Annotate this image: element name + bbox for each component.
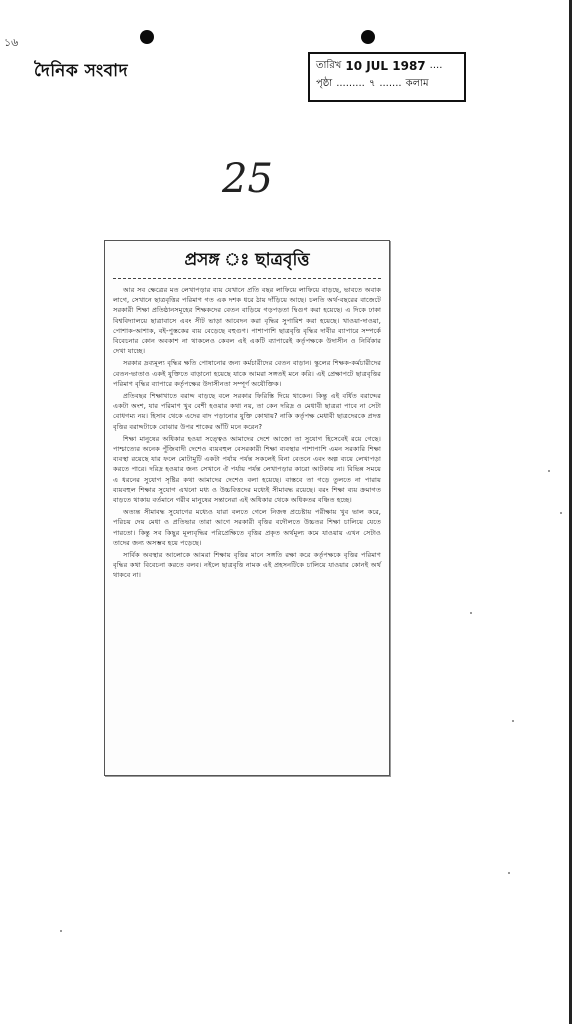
scan-speck <box>470 612 472 614</box>
newspaper-masthead: দৈনিক সংবাদ <box>34 61 128 81</box>
stamp-page-label: পৃষ্ঠা <box>316 78 333 89</box>
newspaper-clipping <box>104 240 390 776</box>
article-paragraph: সরকার দ্রব্যমূল্য বৃদ্ধির ক্ষতি পোষানোর জন্য কর্মচারীদের বেতন বাড়ান। স্কুলের শিক্ষক-কর্মচারীদের বেতন-ভাতাও একই যুক্তিতে বাড়ানো হয়েছে যাকে আমরা সঙ্গতই মনে করি। এই প্রেক্ষাপটে ছাত্রবৃত্তির পরিমাণ বৃদ্ধির ব্যাপারে কর্তৃপক্ষের উদাসীনতা সম্পূর্ণ অযৌক্তিক। <box>113 359 381 388</box>
stamp-date-row: তারিখ 10 JUL 1987 .... <box>316 59 443 73</box>
stamp-date-value: 10 JUL 1987 <box>345 59 426 73</box>
scan-speck <box>508 872 510 874</box>
scan-speck <box>512 720 514 722</box>
article-paragraph: সার্বিক অবস্থার আলোকে আমরা শিক্ষায় বৃত্তির মানে সঙ্গতি রক্ষা করে কর্তৃপক্ষকে বৃত্তির পরিমাণ বৃদ্ধির কথা বিবেচনা করতে বলব। নইলে ছাত্রবৃত্তি নামক এই প্রহসনটিকে চালিয়ে যাওয়ার কোনই অর্থ থাকবে না। <box>113 551 381 580</box>
article-title: প্রসঙ্গ ঃ ছাত্রবৃত্তি <box>113 247 381 279</box>
punch-hole-left <box>140 30 154 44</box>
stamp-page-row: পৃষ্ঠা ......... ৭ ....... কলাম <box>316 75 458 93</box>
scan-speck <box>60 930 62 932</box>
stamp-column-label: কলাম <box>405 78 429 89</box>
corner-mark: ১৬ <box>4 36 19 49</box>
date-stamp <box>308 52 466 102</box>
article-paragraph: শিক্ষা মানুষের অধিকার হওয়া সত্ত্বেও আমাদের দেশে আজো তা সুযোগ হিসেবেই রয়ে গেছে। পাশ্চাত্যের অনেক পুঁজিবাদী দেশেও ব্যয়বহুল বেসরকারী শিক্ষা ব্যবস্থার পাশাপাশি এমন সরকারি শিক্ষা ব্যবস্থা রয়েছে যার ফলে মোটামুটি একটা পর্যায় পর্যন্ত সকলেই বিনা বেতনে এবং অল্প ব্যয়ে লেখাপড়া করতে পারে। দরিদ্র হওয়ার জন্য সেখানে ঐ পর্যায় পর্যন্ত লেখাপড়ার কারো আটকায় না। বিভিন্ন সময়ে এ ধরনের সুযোগ সৃষ্টির কথা আমাদের দেশেও বলা হয়েছে। বাস্তবে তা গড়ে তুলতে না পারায় ব্যয়বহুল শিক্ষার সুযোগ এখনো মধ্য ও উচ্চবিত্তদের মধ্যেই সীমাবদ্ধ রয়েছে। বরং শিক্ষা ব্যয় ক্রমাগত বাড়তে থাকায় বর্তমানে গরীব মানুষের সন্তানেরা এই অধিকার থেকে অধিকতর বঞ্চিত হচ্ছে। <box>113 434 381 505</box>
article-paragraph: আর সব ক্ষেত্রের মত লেখাপড়ার ব্যয় যেখানে প্রতি বছর লাফিয়ে লাফিয়ে বাড়ছে, ভাবতে অবাক লাগে, সেখানে ছাত্রবৃত্তির পরিমাণ গত এক দশক ধরে ঠায় দাঁড়িয়ে আছে। চলতি অর্থ-বছরের বাজেটে সরকারী শিক্ষা প্রতিষ্ঠানসমূহের শিক্ষকদের বেতন বাড়িয়ে গড়পড়তা দ্বিগুণ করা হয়েছে। এ দিকে ঢাকা বিশ্ববিদ্যালয়ে ছাত্রাবাসে এবং সীট ভাড়া আবেদন করা বৃদ্ধির সুপারিশ করা হয়েছে। খাওয়া-দাওয়া, পোশাক-আশাক, বই-পুস্তকের ব্যয় বেড়েছে বহুগুণ। পাশাপাশি ছাত্রবৃত্তি বৃদ্ধির দাবীর ব্যাপারে সম্পর্কে বিবেচনার কোন অবকাশ না থাকলেও কেবল এই একটি ব্যাপারেই কর্তৃপক্ষকে উদাসীন ও নির্বিকার দেখা যাচ্ছে। <box>113 286 381 356</box>
stamp-date-label: তারিখ <box>316 60 342 71</box>
stamp-page-value: ৭ <box>368 78 376 89</box>
punch-hole-right <box>361 30 375 44</box>
handwritten-page-number: 25 <box>222 156 273 202</box>
scan-speck <box>560 512 562 514</box>
article-paragraph: প্রতিবছর শিক্ষাখাতে বরাদ্দ বাড়ছে বলে সরকার ফিরিস্তি দিয়ে থাকেন। কিন্তু এই বর্ধিত বরাদ্দের একটা অংশ, যার পরিমাণ খুব বেশী হওয়ার কথা নয়, তা কেন দরিদ্র ও মেধাবী ছাত্ররা পাবে না সেটা বোধগম্য নয়। হিসাব থেকে এদের বাদ পড়ানোর যুক্তি কোথায়? নাকি কর্তৃপক্ষ মেধাবী ছাত্রদেরকে প্রদত্ত বৃত্তির বরাদ্দটাকে বোঝার উপর শাকের আঁটি মনে করেন? <box>113 392 381 431</box>
article-paragraph: অত্যন্ত সীমাবদ্ধ সুযোগের মধ্যেও যারা বলতে গেলে নিজস্ব প্রচেষ্টায় পরীক্ষায় খুব ভাল করে, পরিচয় দেয় মেধা ও প্রতিভার তারা আগে সরকারী বৃত্তির বদৌলতে উচ্চতর শিক্ষা চালিয়ে যেতে পারতো। কিন্তু সব কিছুর মূল্যবৃদ্ধির পরিপ্রেক্ষিতে বৃত্তির প্রকৃত অর্থমূল্য কমে যাওয়ায় এখন সেটাও তাদের জন্য অসম্ভব হয়ে পড়েছে। <box>113 508 381 547</box>
scan-speck <box>548 470 550 472</box>
